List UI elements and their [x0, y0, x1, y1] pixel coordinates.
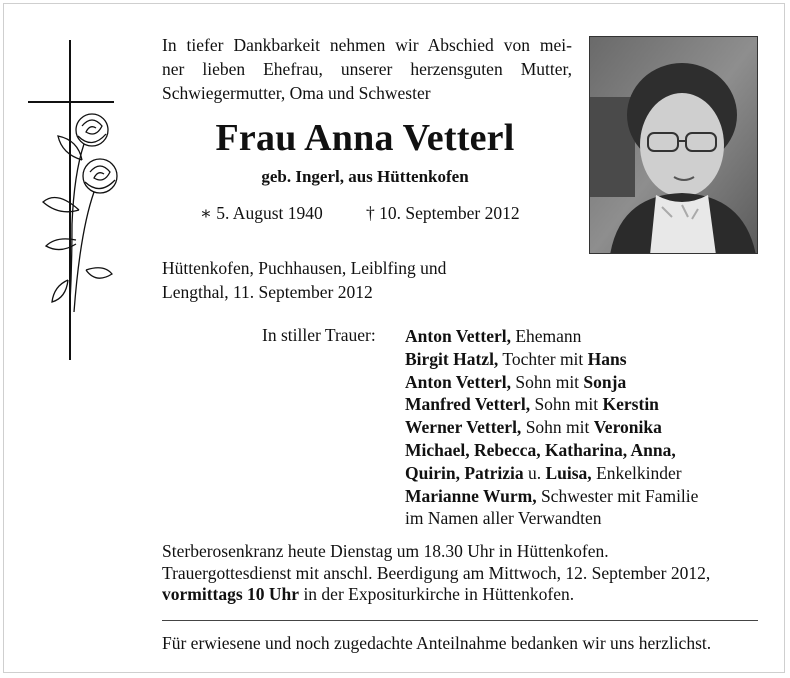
place-line-2: Lengthal, 11. September 2012	[162, 282, 373, 302]
divider	[162, 620, 758, 621]
mourner-row: Anton Vetterl, Sohn mit Sonja	[405, 371, 627, 392]
death-date: † 10. September 2012	[366, 203, 520, 223]
intro-text	[162, 33, 572, 105]
funeral-line-1: Sterberosenkranz heute Dienstag um 18.30 Uhr in Hüttenkofen.	[162, 541, 609, 561]
mourners-label: In stiller Trauer:	[262, 325, 376, 345]
mourner-row: Anton Vetterl, Ehemann	[405, 326, 582, 346]
thanks-text: Für erwiesene und noch zugedachte Anteilnahme bedanken wir uns herzlichst.	[162, 633, 712, 653]
mourner-row: Michael, Rebecca, Katharina, Anna,	[405, 439, 676, 460]
mourner-row: Werner Vetterl, Sohn mit Veronika	[405, 417, 662, 438]
mourners-list	[405, 325, 765, 530]
mourner-row: im Namen aller Verwandten	[405, 508, 602, 529]
mourner-row: Birgit Hatzl, Tochter mit Hans	[405, 348, 627, 369]
deceased-name: Frau Anna Vetterl	[215, 117, 515, 159]
intro-line-2: ner lieben Ehefrau, unserer herzensguten Mutter,	[162, 59, 572, 79]
intro-line-3: Schwiegermutter, Oma und Schwester	[162, 83, 431, 103]
funeral-info	[162, 541, 772, 606]
cross-with-roses-icon	[24, 40, 134, 365]
birth-info: geb. Ingerl, aus Hüttenkofen	[261, 167, 469, 186]
funeral-line-3: vormittags 10 Uhr in der Expositurkirche in Hüttenkofen.	[162, 584, 575, 604]
mourner-row: Manfred Vetterl, Sohn mit Kerstin	[405, 394, 659, 415]
intro-line-1: In tiefer Dankbarkeit nehmen wir Abschied von mei-	[162, 35, 572, 55]
place-line-1: Hüttenkofen, Puchhausen, Leiblfing und	[162, 258, 447, 278]
birth-date: ∗ 5. August 1940	[200, 203, 323, 223]
mourner-row: Quirin, Patrizia u. Luisa, Enkelkinder	[405, 462, 682, 483]
portrait-photo	[589, 36, 758, 254]
mourner-row: Marianne Wurm, Schwester mit Familie	[405, 485, 699, 506]
place-and-date	[162, 256, 492, 304]
funeral-line-2: Trauergottesdienst mit anschl. Beerdigung am Mittwoch, 12. September 2012,	[162, 562, 711, 583]
